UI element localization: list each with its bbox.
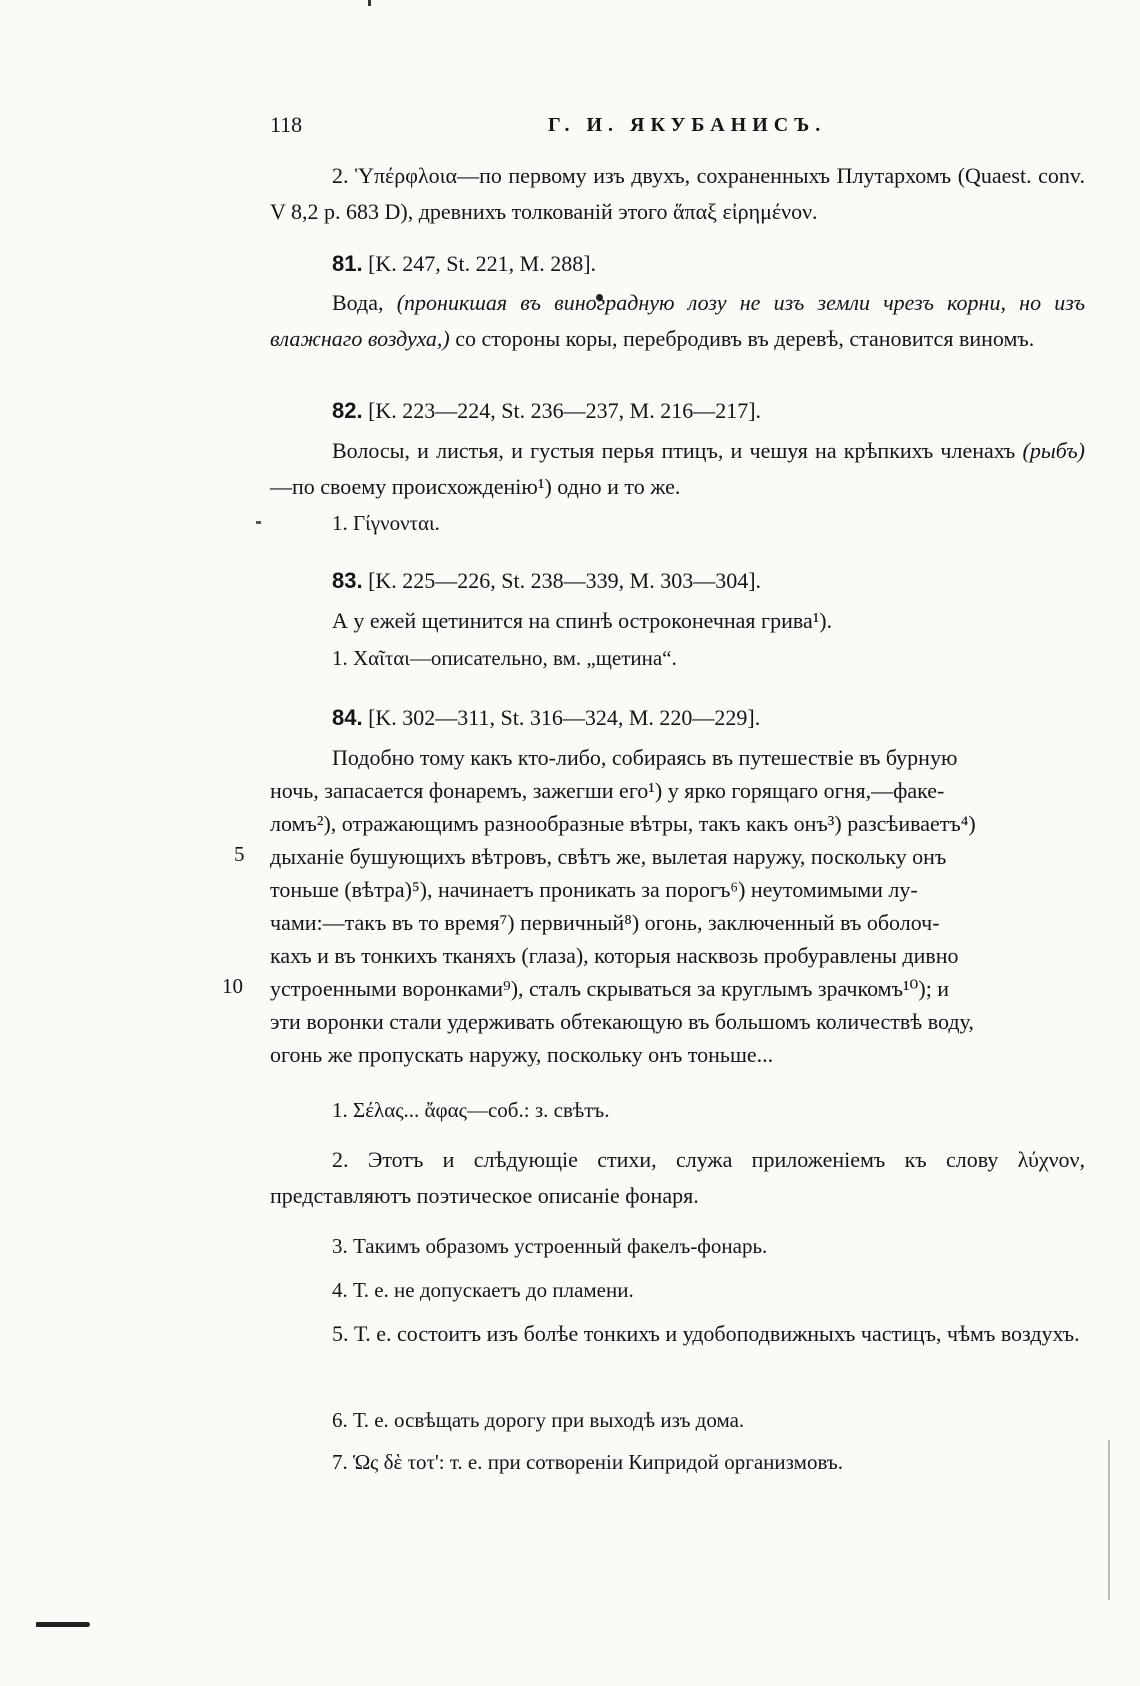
section-number: 81. <box>332 251 363 276</box>
section-ref: [K. 247, St. 221, M. 288]. <box>368 251 597 276</box>
section-83-note: 1. Χαῖται—описательно, вм. „щетина“. <box>332 646 677 670</box>
text-run: Вода, <box>332 290 397 315</box>
section-number: 82. <box>332 398 363 423</box>
italic-text: (проникшая въ виноградную лозу не изъ земли чрезъ корни, но изъ влажнаго воздуха,) <box>270 290 1085 351</box>
section-82-text <box>270 433 1085 505</box>
section-84-heading <box>270 700 1085 736</box>
section-83-heading <box>270 563 1085 599</box>
page-header <box>270 112 1080 142</box>
section-82-note: 1. Γίγνονται. <box>332 511 440 535</box>
verse-line: Подобно тому какъ кто-либо, собираясь въ путешествіе въ бурную <box>332 745 958 770</box>
scan-mark <box>368 0 371 6</box>
footnote: 2. Этотъ и слѣдующіе стихи, служа приложеніемъ къ слову λύχνον, представляютъ поэтическое описаніе фонаря. <box>270 1147 1085 1208</box>
section-ref: [K. 223—224, St. 236—237, M. 216—217]. <box>368 398 762 423</box>
verse-line: кахъ и въ тонкихъ тканяхъ (глаза), которыя насквозь пробуравлены дивно <box>270 943 959 968</box>
running-title: Г. И. ЯКУБАНИСЪ. <box>548 114 827 136</box>
footnote: 1. Σέλας... ἄφας—соб.: з. свѣтъ. <box>332 1098 610 1122</box>
verse-line: тоньше (вѣтра)⁵), начинаетъ проникать за порогъ⁶) неутомимыми лу- <box>270 877 918 902</box>
verse-line: ломъ²), отражающимъ разнообразные вѣтры, такъ какъ онъ³) разсѣиваетъ⁴) <box>270 811 976 836</box>
text-run: со стороны коры, перебродивъ въ деревѣ, становится виномъ. <box>449 326 1035 351</box>
verse-line: дыханіе бушующихъ вѣтровъ, свѣтъ же, вылетая наружу, поскольку онъ <box>270 844 947 869</box>
footnote: 6. Т. е. освѣщать дорогу при выходѣ изъ дома. <box>332 1408 745 1432</box>
verse-line: огонь же пропускать наружу, поскольку онъ тоньше... <box>270 1042 774 1067</box>
section-ref: [K. 225—226, St. 238—339, M. 303—304]. <box>368 568 762 593</box>
section-ref: [K. 302—311, St. 316—324, M. 220—229]. <box>368 705 761 730</box>
verse-line: эти воронки стали удерживать обтекающую въ большомъ количествѣ воду, <box>270 1009 974 1034</box>
footnote: 7. Ὡς δὲ τοτ': т. е. при сотвореніи Кипридой организмовъ. <box>332 1450 843 1474</box>
note-plutarch: 2. Ὑπέρφλοια—по первому изъ двухъ, сохраненныхъ Плутархомъ (Quaest. conv. V 8,2 p. 683 D), древнихъ толкованій этого ἅπαξ εἰρημένον. <box>270 163 1085 224</box>
italic-text: (рыбъ) <box>1022 438 1085 463</box>
verse-line: устроенными воронками⁹), сталъ скрываться за круглымъ зрачкомъ¹⁰); и <box>270 976 950 1001</box>
section-number: 83. <box>332 568 363 593</box>
verse-line: чами:—такъ въ то время⁷) первичный⁸) огонь, заключенный въ оболоч- <box>270 910 940 935</box>
section-81-text <box>270 285 1085 357</box>
page-number: 118 <box>270 112 303 137</box>
footnote: 3. Такимъ образомъ устроенный факелъ-фонарь. <box>332 1234 768 1258</box>
footnote: 5. Т. е. состоитъ изъ болѣе тонкихъ и удобоподвижныхъ частицъ, чѣмъ воздухъ. <box>332 1321 1080 1346</box>
verse-line: ночь, запасается фонаремъ, зажегши его¹) у ярко горящаго огня,—факе- <box>270 778 945 803</box>
scan-dash-mark <box>36 1622 90 1627</box>
section-83-text: А у ежей щетинится на спинѣ остроконечная грива¹). <box>332 608 833 633</box>
line-number: 10 <box>222 974 243 998</box>
margin-mark <box>256 521 261 524</box>
footnote: 4. Т. е. не допускаетъ до пламени. <box>332 1278 634 1302</box>
text-run: Волосы, и листья, и густыя перья птицъ, и чешуя на крѣпкихъ членахъ <box>332 438 1023 463</box>
section-81-heading <box>270 246 1085 282</box>
page-edge-line <box>1108 1440 1110 1600</box>
line-number: 5 <box>234 842 245 866</box>
section-number: 84. <box>332 705 363 730</box>
section-82-heading <box>270 393 1085 429</box>
text-run: —по своему происхожденію¹) одно и то же. <box>270 474 681 499</box>
